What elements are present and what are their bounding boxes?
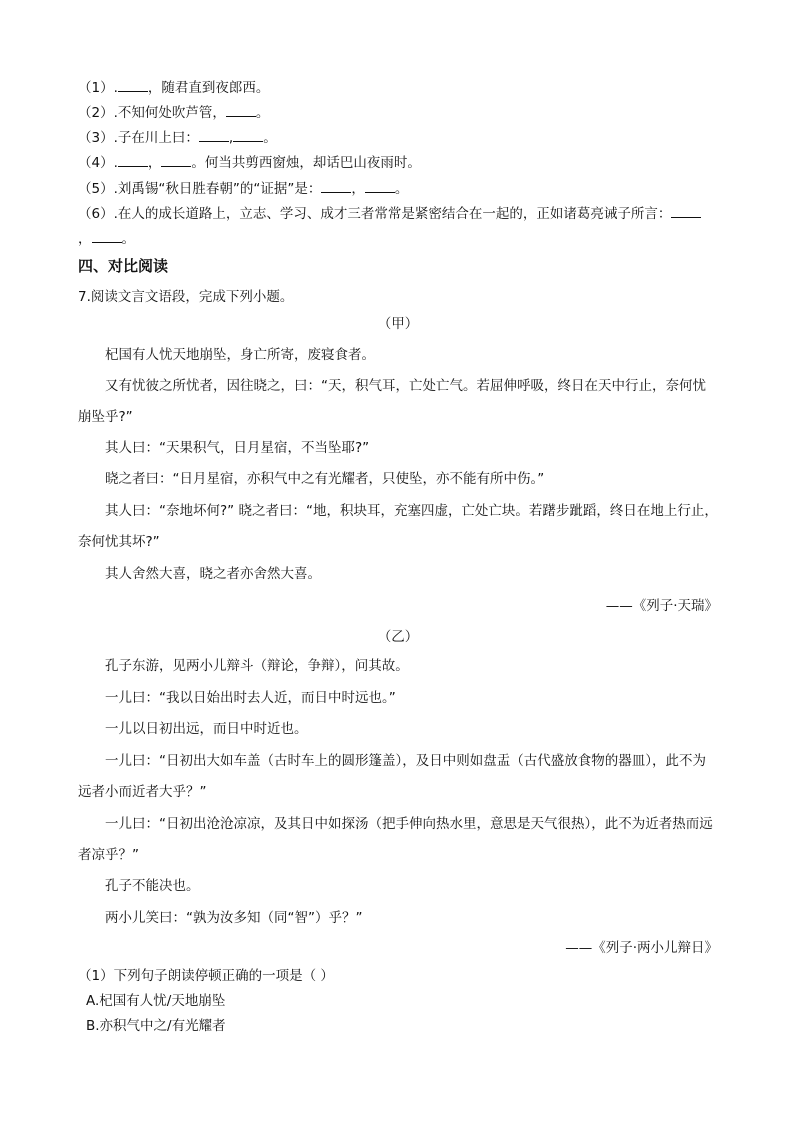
passage-b-p3: 一儿以日初出远，而日中时近也。 <box>105 721 308 737</box>
passage-a-p3: 其人曰：“天果积气，日月星宿，不当坠耶?” <box>105 440 370 456</box>
passage-a-label: （甲） <box>377 316 419 332</box>
passage-a-p1: 杞国有人忧天地崩坠，身亡所寄，废寝食者。 <box>105 347 375 363</box>
answer-blank[interactable] <box>199 129 229 142</box>
passage-a-p6: 其人舍然大喜，晓之者亦舍然大喜。 <box>105 566 321 582</box>
question-line-2: （2）.不知何处吹芦管， 。 <box>78 105 270 121</box>
passage-b-label: （乙） <box>377 629 419 645</box>
answer-blank[interactable] <box>233 129 263 142</box>
passage-a-p4: 晓之者曰：“日月星宿，亦积气中之有光耀者，只使坠，亦不能有所中伤。” <box>105 471 545 487</box>
answer-blank[interactable] <box>321 180 351 193</box>
question-line-6: （6）.在人的成长道路上，立志、学习、成才三者常常是紧密结合在一起的，正如诸葛亮诫子所言： <box>78 204 718 224</box>
question-line-3: （3）.子在川上曰： , 。 <box>78 130 277 146</box>
passage-a-source: ——《列子·天瑞》 <box>605 598 718 614</box>
question-line-1: （1）. ，随君直到夜郎西。 <box>78 80 270 96</box>
question-line-5: （5）.刘禹锡“秋日胜春朝”的“证据”是： ， 。 <box>78 181 409 197</box>
answer-blank[interactable] <box>118 79 148 92</box>
answer-blank[interactable] <box>92 230 122 243</box>
passage-b-p1: 孔子东游，见两小儿辩斗（辩论，争辩），问其故。 <box>105 658 409 674</box>
answer-blank[interactable] <box>226 104 256 117</box>
passage-b-p4: 一儿曰：“日初出大如车盖（古时车上的圆形篷盖），及日中则如盘盂（古代盛放食物的器皿），此不为远者小而近者大乎？” <box>78 753 706 800</box>
question-line-4: （4）. ， 。何当共剪西窗烛，却话巴山夜雨时。 <box>78 155 421 171</box>
passage-a-p5: 其人曰：“奈地坏何?” 晓之者曰：“地，积块耳，充塞四虚，亡处亡块。若躇步跐蹈，终日在地上行止，奈何忧其坏?” <box>78 503 718 550</box>
answer-blank[interactable] <box>365 180 395 193</box>
passage-b-p2: 一儿曰：“我以日始出时去人近，而日中时远也。” <box>105 690 396 706</box>
answer-blank[interactable] <box>161 154 191 167</box>
passage-b-p5: 一儿曰：“日初出沧沧凉凉，及其日中如探汤（把手伸向热水里，意思是天气很热），此不为近者热而远者凉乎？” <box>78 816 713 863</box>
passage-b-p7: 两小儿笑曰：“孰为汝多知（同“智”）乎？” <box>105 910 363 926</box>
answer-blank[interactable] <box>118 154 148 167</box>
sub-question-1: （1）下列句子朗读停顿正确的一项是（ ） <box>78 968 334 984</box>
answer-blank[interactable] <box>671 205 701 218</box>
question-stem: 7.阅读文言文语段，完成下列小题。 <box>78 289 294 305</box>
option-a[interactable]: A.杞国有人忧/天地崩坠 <box>86 993 226 1009</box>
section-title: 四、对比阅读 <box>78 257 169 275</box>
passage-b-source: ——《列子·两小儿辩日》 <box>565 940 718 956</box>
passage-a-p2: 又有忧彼之所忧者，因往晓之，曰：“天，积气耳，亡处亡气。若屈伸呼吸，终日在天中行止，奈何忧崩坠乎?” <box>78 378 706 425</box>
passage-b-p6: 孔子不能决也。 <box>105 878 200 894</box>
question-line-6-cont: ， 。 <box>78 231 135 247</box>
option-b[interactable]: B.亦积气中之/有光耀者 <box>86 1018 226 1034</box>
